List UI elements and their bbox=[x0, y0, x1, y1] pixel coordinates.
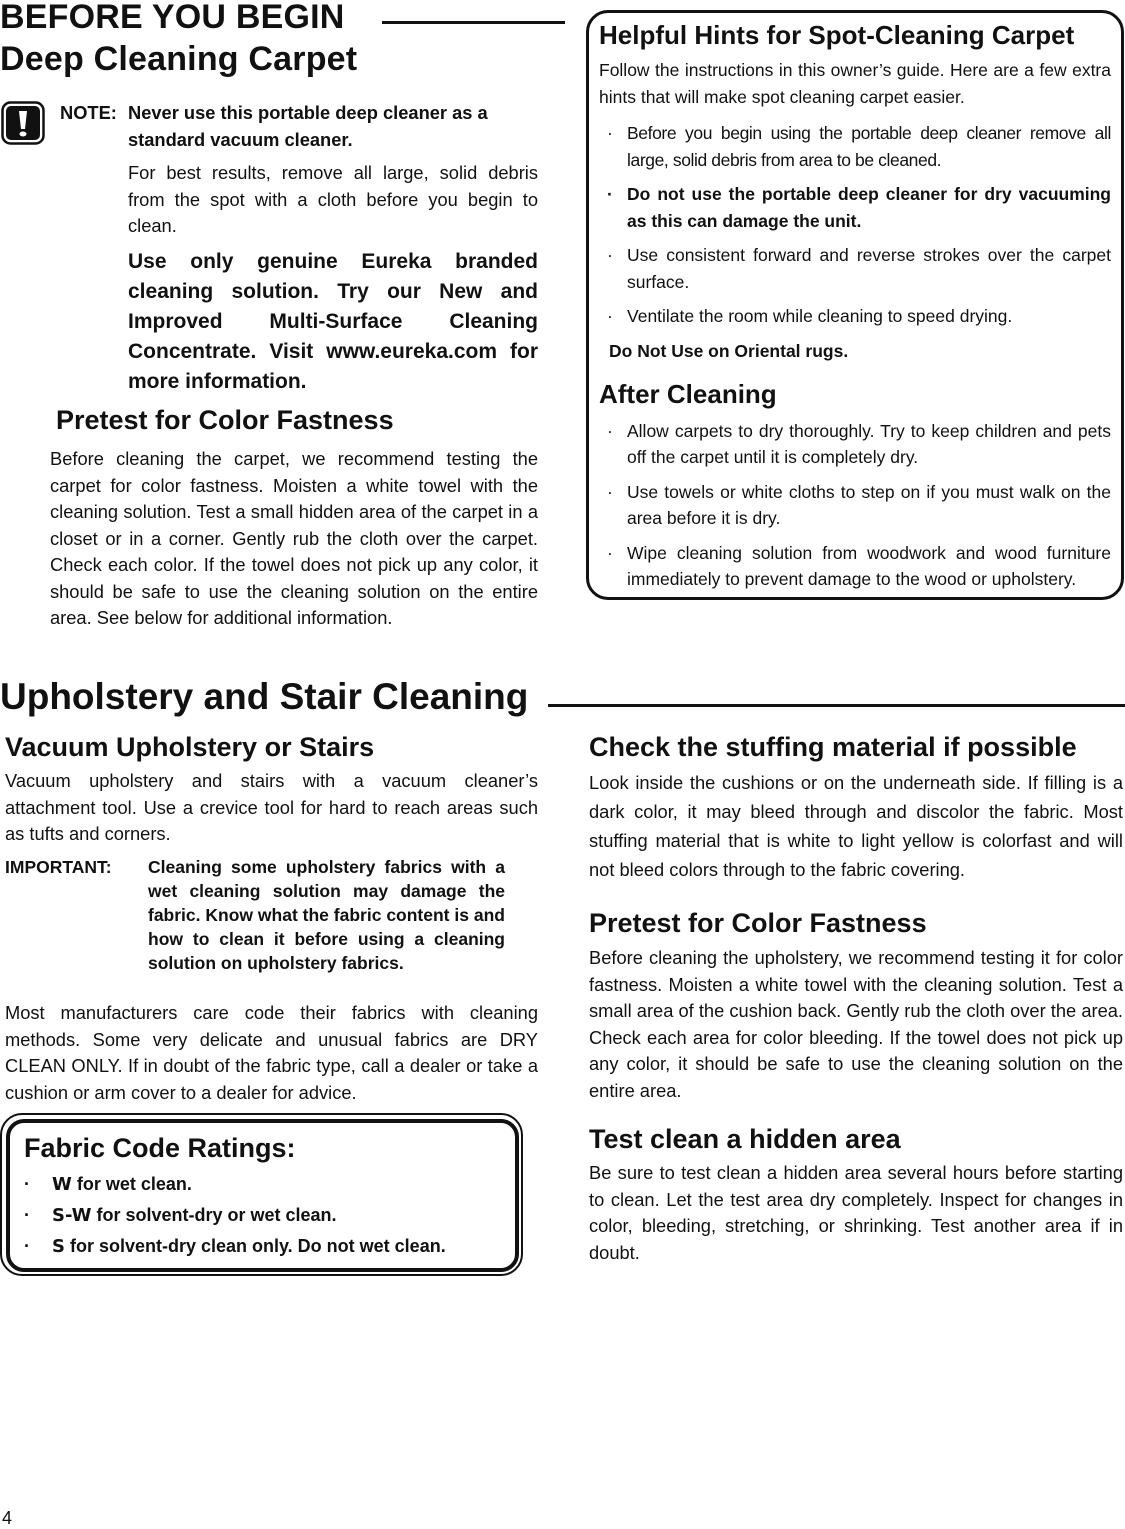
fabric-code: S bbox=[52, 1236, 65, 1257]
hint-text: Before you begin using the portable deep cleaner remove all large, solid debris from area to be cleaned. bbox=[627, 123, 1111, 170]
note-solution-paragraph: Use only genuine Eureka branded cleaning solution. Try our New and Improved Multi-Surface Cleaning Concentrate. Visit www.eureka.com for more information. bbox=[128, 250, 538, 393]
hint-item: · Do not use the portable deep cleaner for dry vacuuming as this can damage the unit. bbox=[607, 184, 1111, 231]
upholstery-title: Upholstery and Stair Cleaning bbox=[0, 676, 529, 717]
after-item: · Use towels or white cloths to step on if you must walk on the area before it is dry. bbox=[607, 481, 1111, 528]
stuffing-text: Look inside the cushions or on the underneath side. If filling is a dark color, it may bleed through and discolor the fabric. Most stuffing material that is white to light yellow is colorfast and will not bleed colors through to the fabric covering. bbox=[589, 772, 1123, 880]
important-label: IMPORTANT: bbox=[5, 857, 112, 877]
fabric-code: S-W bbox=[52, 1205, 92, 1226]
after-text: Use towels or white cloths to step on if you must walk on the area before it is dry. bbox=[627, 481, 1111, 528]
fabric-code-text: for solvent-dry clean only. Do not wet clean. bbox=[64, 1236, 446, 1256]
hints-box bbox=[586, 10, 1124, 600]
hint-item: · Use consistent forward and reverse strokes over the carpet surface. bbox=[607, 245, 1111, 292]
upholstery-pretest-text: Before cleaning the upholstery, we recommend testing it for color fastness. Moisten a white towel with the cleaning solution. Test a small area of the cushion back. Gently rub the cloth over the area. Check each area for color bleeding. If the towel does not pick up any color, it should be safe to use the cleaning solution on the entire area. bbox=[589, 947, 1123, 1101]
hints-heading: Helpful Hints for Spot-Cleaning Carpet bbox=[599, 20, 1075, 50]
test-hidden-text: Be sure to test clean a hidden area several hours before starting to clean. Let the test area dry completely. Inspect for changes in color, bleeding, stretching, or shrinking. Test another area if in doubt. bbox=[589, 1162, 1123, 1263]
fabric-code-item: · S-W for solvent-dry or wet clean. bbox=[24, 1205, 337, 1226]
hint-text: Do not use the portable deep cleaner for dry vacuuming as this can damage the unit. bbox=[627, 184, 1111, 231]
note bbox=[60, 100, 538, 153]
upholstery-pretest-heading: Pretest for Color Fastness bbox=[589, 908, 927, 938]
fabric-heading: Fabric Code Ratings: bbox=[24, 1133, 296, 1163]
note-paragraph: For best results, remove all large, solid debris from the spot with a cloth before you begin to clean. bbox=[128, 162, 538, 236]
important-note bbox=[5, 855, 505, 975]
upholstery-rule bbox=[548, 704, 1125, 707]
after-text: Wipe cleaning solution from woodwork and wood furniture immediately to prevent damage to the wood or upholstery. bbox=[627, 542, 1111, 589]
hint-item: · Ventilate the room while cleaning to speed drying. bbox=[607, 306, 1013, 326]
vacuum-heading: Vacuum Upholstery or Stairs bbox=[5, 732, 375, 762]
note-label: NOTE: bbox=[60, 102, 117, 123]
important-text: Cleaning some upholstery fabrics with a wet cleaning solution may damage the fabric. Know what the fabric content is and how to clean it before using a cleaning solution on upholstery fabrics. bbox=[148, 857, 505, 973]
fabric-code-box bbox=[6, 1119, 519, 1272]
manufacturers-text: Most manufacturers care code their fabrics with cleaning methods. Some very delicate and unusual fabrics are DRY CLEAN ONLY. If in doubt of the fabric type, call a dealer or take a cushion or arm cover to a dealer for advice. bbox=[5, 1002, 538, 1103]
stuffing-heading: Check the stuffing material if possible bbox=[589, 732, 1077, 762]
test-hidden-heading: Test clean a hidden area bbox=[589, 1124, 901, 1154]
vacuum-text: Vacuum upholstery and stairs with a vacuum cleaner’s attachment tool. Use a crevice tool for hard to reach areas such as tufts and corners. bbox=[5, 770, 538, 844]
note-text: Never use this portable deep cleaner as a standard vacuum cleaner. bbox=[128, 102, 488, 150]
pretest-heading: Pretest for Color Fastness bbox=[56, 405, 394, 435]
warning-icon bbox=[1, 101, 45, 145]
hint-text: Use consistent forward and reverse strokes over the carpet surface. bbox=[627, 245, 1111, 292]
fabric-code-item: · S for solvent-dry clean only. Do not wet clean. bbox=[24, 1236, 446, 1257]
fabric-code-text: for wet clean. bbox=[71, 1174, 192, 1194]
after-text: Allow carpets to dry thoroughly. Try to keep children and pets off the carpet until it is completely dry. bbox=[627, 420, 1111, 467]
hints-intro: Follow the instructions in this owner’s guide. Here are a few extra hints that will make spot cleaning carpet easier. bbox=[599, 60, 1111, 107]
after-item: · Allow carpets to dry thoroughly. Try to keep children and pets off the carpet until it is completely dry. bbox=[607, 420, 1111, 467]
hint-text: Ventilate the room while cleaning to speed drying. bbox=[627, 306, 1013, 326]
pretest-text: Before cleaning the carpet, we recommend testing the carpet for color fastness. Moisten a white towel with the cleaning solution. Test a small hidden area of the carpet in a closet or in a corner. Gently rub the cloth over the carpet. Check each color. If the towel does not pick up any color, it should be safe to use the cleaning solution on the entire area. See below for additional information. bbox=[50, 448, 538, 628]
fabric-code-item: · W for wet clean. bbox=[24, 1174, 192, 1195]
page-title: Deep Cleaning Carpet bbox=[0, 40, 358, 78]
page-number: 4 bbox=[2, 1508, 13, 1528]
fabric-code-text: for solvent-dry or wet clean. bbox=[91, 1205, 337, 1225]
section-title: BEFORE YOU BEGIN bbox=[0, 0, 345, 36]
fabric-code: W bbox=[52, 1174, 72, 1195]
after-cleaning-heading: After Cleaning bbox=[599, 378, 777, 409]
oriental-rugs-warning: Do Not Use on Oriental rugs. bbox=[609, 340, 849, 361]
title-rule bbox=[382, 21, 565, 24]
hint-item: · Before you begin using the portable deep cleaner remove all large, solid debris from area to be cleaned. bbox=[607, 123, 1111, 170]
after-item: · Wipe cleaning solution from woodwork and wood furniture immediately to prevent damage to the wood or upholstery. bbox=[607, 542, 1111, 589]
